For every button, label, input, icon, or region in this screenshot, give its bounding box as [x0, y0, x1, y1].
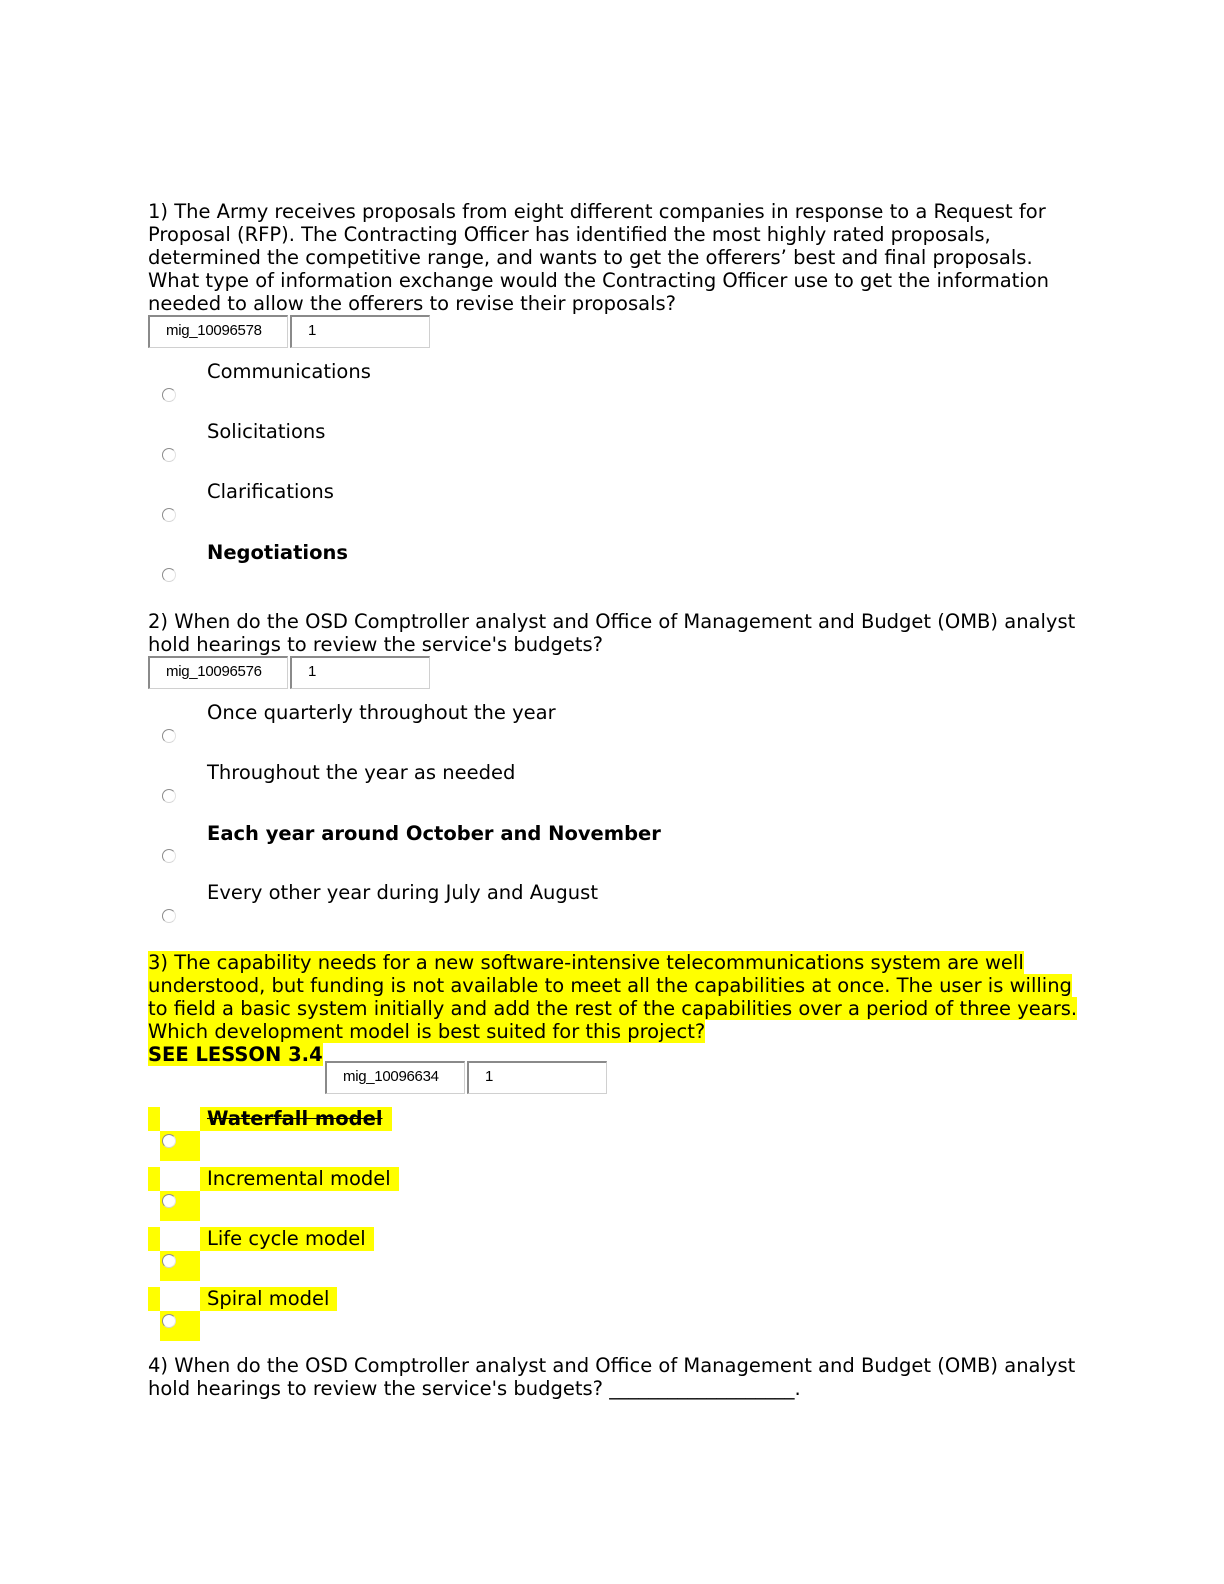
q1-radio-clarifications[interactable] — [162, 508, 176, 522]
q1-option-solicitations: Solicitations — [207, 420, 326, 443]
q1-option-clarifications: Clarifications — [207, 480, 334, 503]
q3-option-spiral: Spiral model — [207, 1287, 330, 1310]
question-value-field[interactable]: 1 — [290, 656, 430, 689]
q3-radio-life-cycle[interactable] — [162, 1254, 176, 1268]
question-2-text: 2) When do the OSD Comptroller analyst and Office of Management and Budget (OMB) analyst hold hearings to review the service's budgets? — [148, 610, 1076, 656]
q2-radio-quarterly[interactable] — [162, 729, 176, 743]
question-1-text: 1) The Army receives proposals from eight different companies in response to a Request for Proposal (RFP). The Contracting Officer has identified the most highly rated proposals, determined the competitive range, and wants to get the offerers’ best and final proposals. What type of information exchange would the Contracting Officer use to get the information needed to allow the offerers to revise their proposals? — [148, 200, 1049, 315]
question-id-field[interactable]: mig_10096634 — [325, 1061, 465, 1094]
q1-option-negotiations: Negotiations — [207, 541, 348, 564]
question-value-field[interactable]: 1 — [467, 1061, 607, 1094]
q1-option-communications: Communications — [207, 360, 371, 383]
highlight-mark — [148, 1107, 160, 1131]
q1-radio-communications[interactable] — [162, 388, 176, 402]
q3-radio-waterfall[interactable] — [162, 1134, 176, 1148]
q3-option-incremental: Incremental model — [207, 1167, 391, 1190]
q3-option-waterfall: Waterfall model — [207, 1107, 383, 1130]
q1-radio-negotiations[interactable] — [162, 568, 176, 582]
highlight-mark — [148, 1167, 160, 1191]
q2-option-july-august: Every other year during July and August — [207, 881, 598, 904]
q2-radio-october-november[interactable] — [162, 849, 176, 863]
q2-radio-july-august[interactable] — [162, 909, 176, 923]
question-3-text — [148, 951, 1078, 1043]
question-value-field[interactable]: 1 — [290, 315, 430, 348]
lesson-reference: SEE LESSON 3.4 — [148, 1043, 323, 1066]
question-id-field[interactable]: mig_10096578 — [148, 315, 288, 348]
question-id-field[interactable]: mig_10096576 — [148, 656, 288, 689]
question-3-fields — [325, 1061, 609, 1094]
q3-radio-incremental[interactable] — [162, 1194, 176, 1208]
q2-radio-as-needed[interactable] — [162, 789, 176, 803]
highlight-mark — [148, 1227, 160, 1251]
highlight-mark — [148, 1287, 160, 1311]
question-2-fields — [148, 656, 432, 689]
question-4-text: 4) When do the OSD Comptroller analyst and Office of Management and Budget (OMB) analyst hold hearings to review the service's budgets? ___________________. — [148, 1354, 1076, 1400]
q1-radio-solicitations[interactable] — [162, 448, 176, 462]
question-1-fields — [148, 315, 432, 348]
question-3-highlight: 3) The capability needs for a new software-intensive telecommunications system are well understood, but funding is not available to meet all the capabilities at once. The user is willing to field a basic system initially and add the rest of the capabilities over a period of three years. Which development model is best suited for this project? — [148, 951, 1078, 1043]
q3-option-life-cycle: Life cycle model — [207, 1227, 366, 1250]
question-3-note — [148, 1043, 1078, 1066]
q2-option-quarterly: Once quarterly throughout the year — [207, 701, 556, 724]
q2-option-october-november: Each year around October and November — [207, 822, 661, 845]
q3-radio-spiral[interactable] — [162, 1314, 176, 1328]
q2-option-as-needed: Throughout the year as needed — [207, 761, 516, 784]
